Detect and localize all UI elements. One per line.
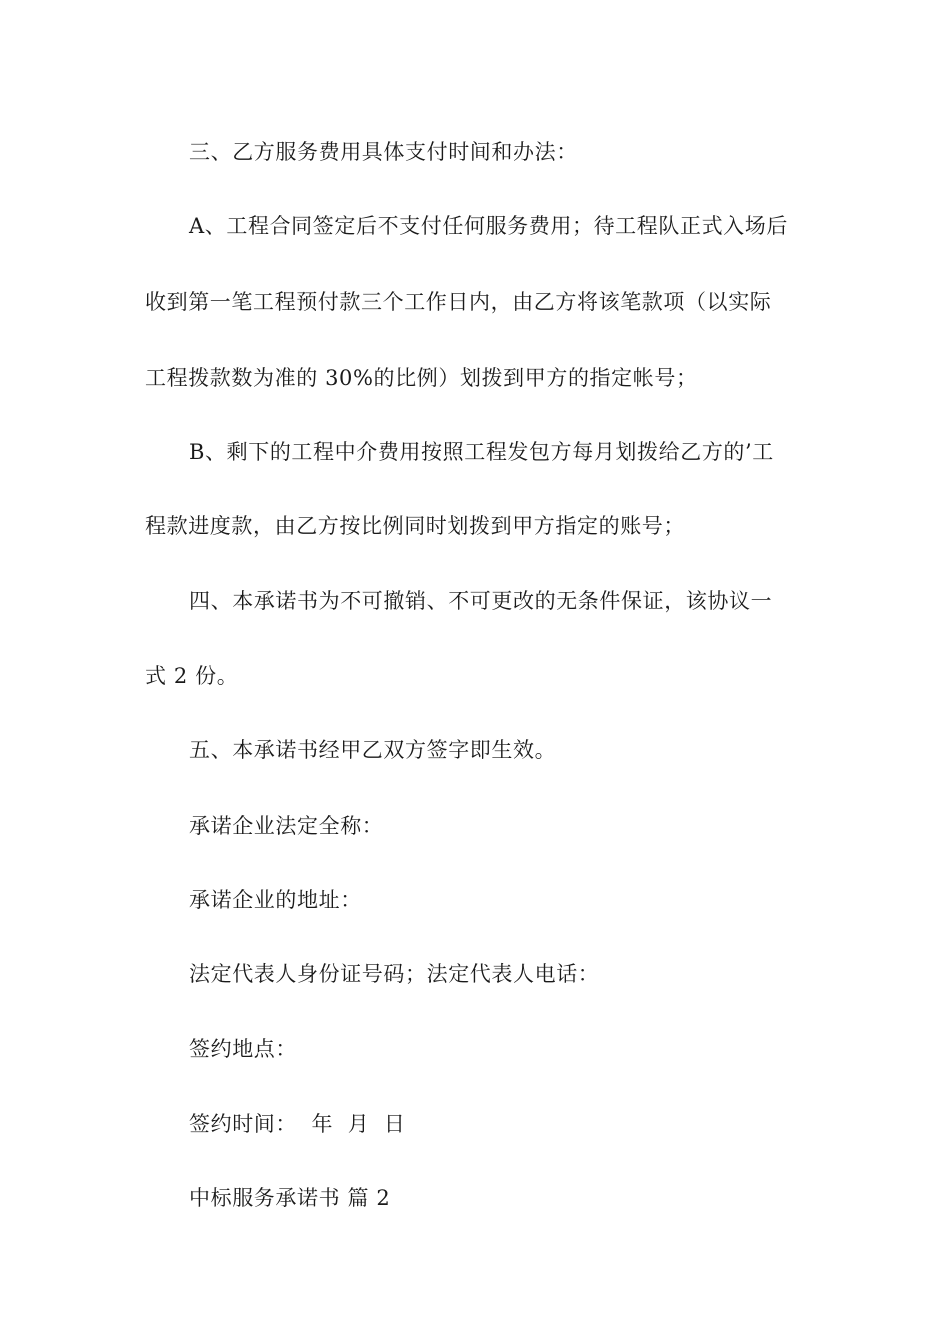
field-legal-rep-id-phone: 法定代表人身份证号码；法定代表人电话： <box>189 962 600 986</box>
section-four-line-1: 四、本承诺书为不可撤销、不可更改的无条件保证，该协议一 <box>189 589 773 613</box>
next-section-heading: 中标服务承诺书 篇 2 <box>189 1186 391 1210</box>
clause-a-line-1: A、工程合同签定后不支付任何服务费用；待工程队正式入场后 <box>189 214 788 238</box>
field-signing-place: 签约地点： <box>189 1037 297 1061</box>
section-five: 五、本承诺书经甲乙双方签字即生效。 <box>189 738 557 762</box>
clause-b-line-1: B、剩下的工程中介费用按照工程发包方每月划拨给乙方的’工 <box>189 440 774 464</box>
field-company-full-name: 承诺企业法定全称： <box>189 814 384 838</box>
clause-b-line-2: 程款进度款，由乙方按比例同时划拨到甲方指定的账号； <box>145 514 685 538</box>
field-company-address: 承诺企业的地址： <box>189 888 362 912</box>
field-signing-date: 签约时间： 年 月 日 <box>189 1112 406 1136</box>
section-four-line-2: 式 2 份。 <box>145 664 239 688</box>
clause-a-line-3: 工程拨款数为准的 30%的比例）划拨到甲方的指定帐号； <box>145 366 698 390</box>
section-three-heading: 三、乙方服务费用具体支付时间和办法： <box>189 140 578 164</box>
clause-a-line-2: 收到第一笔工程预付款三个工作日内，由乙方将该笔款项（以实际 <box>145 290 772 314</box>
